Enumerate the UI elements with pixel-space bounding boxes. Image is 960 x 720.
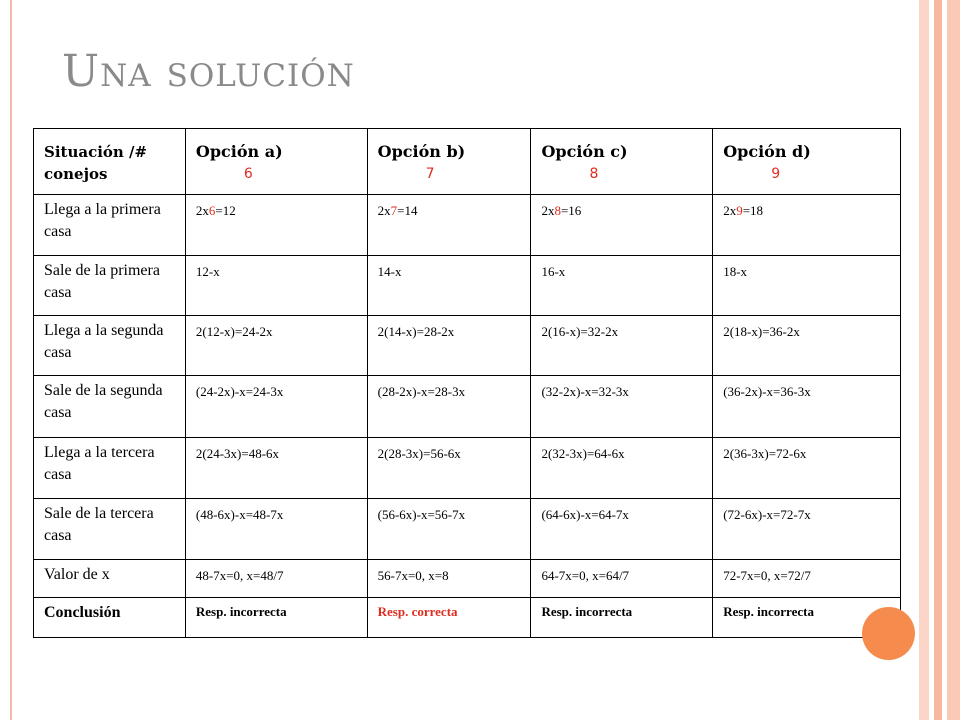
right-decorative-bar [934, 0, 942, 720]
accent-circle [862, 607, 915, 660]
conclusion-cell: Resp. incorrecta [185, 598, 367, 638]
header-situation: Situación /# conejos [34, 129, 186, 195]
table-cell: 2(12-x)=24-2x [185, 316, 367, 376]
option-number: 9 [771, 166, 781, 182]
table-cell: (36-2x)-x=36-3x [713, 376, 901, 438]
option-label: Opción c) [541, 142, 628, 161]
table-cell: 2x9=18 [713, 195, 901, 256]
table-row [34, 438, 901, 499]
header-option [367, 129, 531, 195]
option-label: Opción b) [377, 142, 466, 161]
table-cell: 12-x [185, 256, 367, 316]
header-option [185, 129, 367, 195]
table-row [34, 256, 901, 316]
row-label: Llega a la primera casa [34, 195, 186, 256]
row-label: Sale de la segunda casa [34, 376, 186, 438]
conclusion-label: Conclusión [34, 598, 186, 638]
option-label: Opción a) [195, 142, 283, 161]
table-cell: 14-x [367, 256, 531, 316]
table-row [34, 499, 901, 560]
table-cell: 64-7x=0, x=64/7 [531, 560, 713, 598]
table-cell: (72-6x)-x=72-7x [713, 499, 901, 560]
table-cell: 2(28-3x)=56-6x [367, 438, 531, 499]
row-label: Valor de x [34, 560, 186, 598]
header-option [713, 129, 901, 195]
row-label: Llega a la tercera casa [34, 438, 186, 499]
slide-title: Una solución [62, 46, 355, 97]
conclusion-cell-correct: Resp. correcta [367, 598, 531, 638]
solution-table [33, 128, 901, 638]
table-cell: (56-6x)-x=56-7x [367, 499, 531, 560]
right-decorative-bar [919, 0, 929, 720]
table-cell: 16-x [531, 256, 713, 316]
table-cell: (28-2x)-x=28-3x [367, 376, 531, 438]
option-number: 8 [589, 166, 599, 182]
table-cell: 48-7x=0, x=48/7 [185, 560, 367, 598]
row-label: Llega a la segunda casa [34, 316, 186, 376]
table-header-row [34, 129, 901, 195]
conclusion-cell: Resp. incorrecta [713, 598, 901, 638]
table-cell: 2x6=12 [185, 195, 367, 256]
header-option [531, 129, 713, 195]
table-cell: 18-x [713, 256, 901, 316]
option-label: Opción d) [723, 142, 811, 161]
table-row [34, 560, 901, 598]
table-cell: (48-6x)-x=48-7x [185, 499, 367, 560]
table-row [34, 376, 901, 438]
table-cell: 2(18-x)=36-2x [713, 316, 901, 376]
left-decorative-line [10, 0, 12, 720]
table-cell: 2(16-x)=32-2x [531, 316, 713, 376]
table-cell: 2(24-3x)=48-6x [185, 438, 367, 499]
right-decorative-bar [947, 0, 960, 720]
table-cell: 2x7=14 [367, 195, 531, 256]
table-cell: 2(36-3x)=72-6x [713, 438, 901, 499]
row-label: Sale de la tercera casa [34, 499, 186, 560]
table-cell: (64-6x)-x=64-7x [531, 499, 713, 560]
table-cell: 2(14-x)=28-2x [367, 316, 531, 376]
row-label: Sale de la primera casa [34, 256, 186, 316]
table-cell: 2x8=16 [531, 195, 713, 256]
option-number: 7 [425, 166, 435, 182]
table-row [34, 195, 901, 256]
table-cell: (24-2x)-x=24-3x [185, 376, 367, 438]
table-cell: 72-7x=0, x=72/7 [713, 560, 901, 598]
conclusion-row [34, 598, 901, 638]
table-row [34, 316, 901, 376]
table-cell: 2(32-3x)=64-6x [531, 438, 713, 499]
table-cell: (32-2x)-x=32-3x [531, 376, 713, 438]
conclusion-cell: Resp. incorrecta [531, 598, 713, 638]
table-cell: 56-7x=0, x=8 [367, 560, 531, 598]
option-number: 6 [243, 166, 253, 182]
